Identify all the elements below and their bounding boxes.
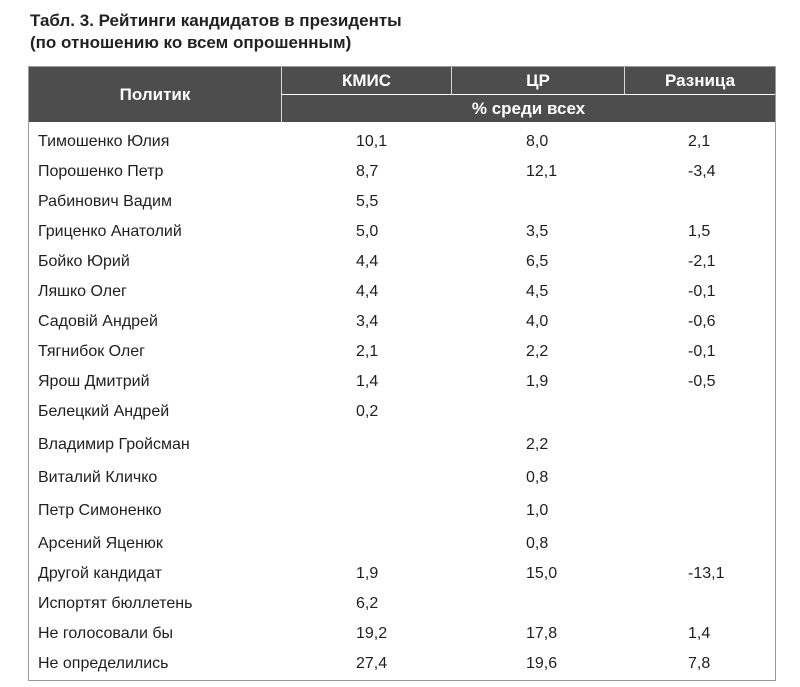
table-caption-line1: Табл. 3. Рейтинги кандидатов в президенты [30,11,402,30]
table-row [29,337,775,367]
politician-name-cell: Бойко Юрий [38,253,130,270]
table-row [29,127,775,157]
table-row [29,496,775,526]
kmis-value-cell: 6,2 [356,595,379,612]
politician-name-cell: Владимир Гройсман [38,436,190,453]
politician-name-cell: Испортят бюллетень [38,595,193,612]
kmis-value-cell: 27,4 [356,655,388,672]
table-caption-line2: (по отношению ко всем опрошенным) [30,33,352,52]
table-row [29,187,775,217]
cr-value-cell: 12,1 [526,163,558,180]
table-row [29,157,775,187]
kmis-value-cell: 8,7 [356,163,379,180]
diff-value-cell: -0,1 [688,343,716,360]
cr-value-cell: 1,0 [526,502,549,519]
politician-name-cell: Порошенко Петр [38,163,164,180]
diff-value-cell: -3,4 [688,163,716,180]
kmis-value-cell: 19,2 [356,625,388,642]
politician-name-cell: Ляшко Олег [38,283,127,300]
cr-value-cell: 4,5 [526,283,549,300]
cr-value-cell: 6,5 [526,253,549,270]
kmis-value-cell: 4,4 [356,283,379,300]
cr-value-cell: 19,6 [526,655,558,672]
kmis-value-cell: 5,5 [356,193,379,210]
table-row [29,217,775,247]
diff-value-cell: 7,8 [688,655,711,672]
politician-name-cell: Садовій Андрей [38,313,158,330]
header-cr: ЦР [451,67,624,94]
kmis-value-cell: 3,4 [356,313,379,330]
politician-name-cell: Другой кандидат [38,565,162,582]
cr-value-cell: 17,8 [526,625,558,642]
diff-value-cell: 1,5 [688,223,711,240]
cr-value-cell: 2,2 [526,436,549,453]
diff-value-cell: -13,1 [688,565,725,582]
table-row [29,529,775,559]
table-row [29,277,775,307]
header-kmis: КМИС [281,67,451,94]
politician-name-cell: Петр Симоненко [38,502,162,519]
table-row [29,463,775,493]
cr-value-cell: 2,2 [526,343,549,360]
diff-value-cell: -0,5 [688,373,716,390]
table-row [29,367,775,397]
table-caption [30,10,402,54]
cr-value-cell: 8,0 [526,133,549,150]
politician-name-cell: Не голосовали бы [38,625,174,642]
table-row [29,307,775,337]
kmis-value-cell: 0,2 [356,403,379,420]
table-row [29,649,775,679]
cr-value-cell: 0,8 [526,469,549,486]
cr-value-cell: 4,0 [526,313,549,330]
header-subheader: % среди всех [281,95,775,122]
kmis-value-cell: 4,4 [356,253,379,270]
header-politician: Политик [29,67,281,122]
cr-value-cell: 0,8 [526,535,549,552]
diff-value-cell: 1,4 [688,625,711,642]
table-row [29,397,775,427]
diff-value-cell: -0,1 [688,283,716,300]
table-row [29,559,775,589]
politician-name-cell: Арсений Яценюк [38,535,163,552]
diff-value-cell: -0,6 [688,313,716,330]
kmis-value-cell: 10,1 [356,133,388,150]
cr-value-cell: 3,5 [526,223,549,240]
diff-value-cell: -2,1 [688,253,716,270]
politician-name-cell: Тимошенко Юлия [38,133,170,150]
kmis-value-cell: 2,1 [356,343,379,360]
cr-value-cell: 15,0 [526,565,558,582]
politician-name-cell: Ярош Дмитрий [38,373,150,390]
cr-value-cell: 1,9 [526,373,549,390]
kmis-value-cell: 5,0 [356,223,379,240]
table-row [29,619,775,649]
politician-name-cell: Тягнибок Олег [38,343,145,360]
table-row [29,589,775,619]
politician-name-cell: Гриценко Анатолий [38,223,182,240]
diff-value-cell: 2,1 [688,133,711,150]
kmis-value-cell: 1,4 [356,373,379,390]
ratings-table [28,66,776,681]
politician-name-cell: Не определились [38,655,169,672]
politician-name-cell: Виталий Кличко [38,469,158,486]
kmis-value-cell: 1,9 [356,565,379,582]
table-row [29,247,775,277]
table-row [29,430,775,460]
politician-name-cell: Белецкий Андрей [38,403,170,420]
politician-name-cell: Рабинович Вадим [38,193,172,210]
header-diff: Разница [624,67,775,94]
